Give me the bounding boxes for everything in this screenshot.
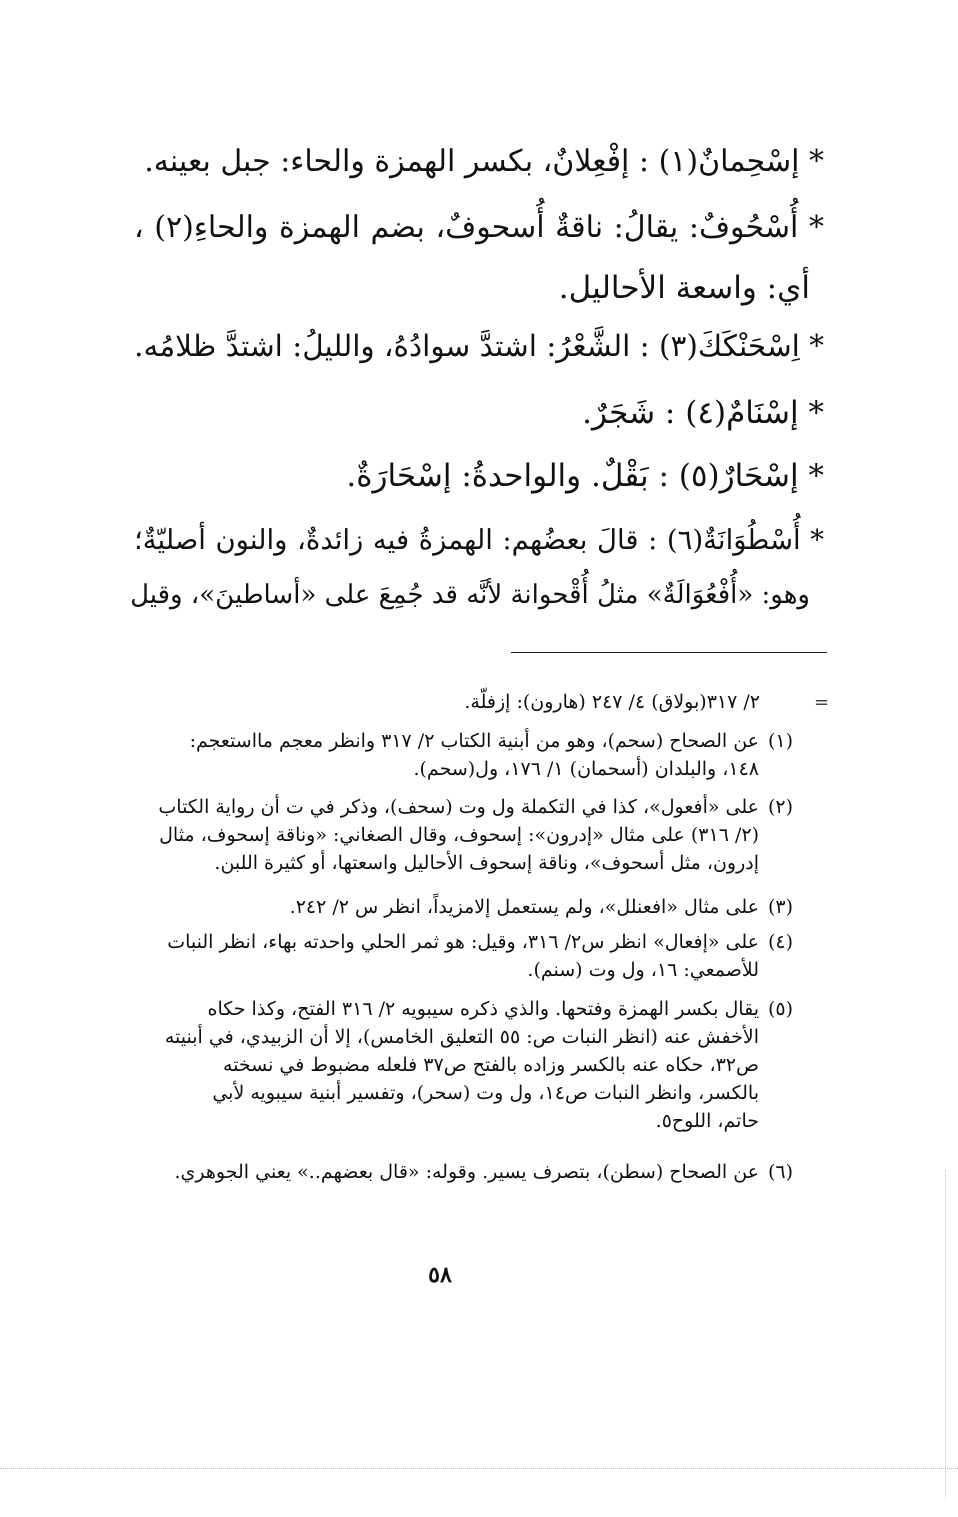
- footnote-number: (٦): [767, 1161, 793, 1183]
- entry-ustuwana-continued: وهو: «أُفْعُوَالَةٌ» مثلُ أُقْحوانة لأنَّه قد جُمِعَ على «أساطينَ»، وقيل: [130, 580, 810, 610]
- footnote-6: [143, 1158, 793, 1186]
- footnote-line: ٢/ ٣١٧(بولاق) ٤/ ٢٤٧ (هارون): إزفلّة.: [464, 691, 760, 713]
- entry-ishar: * إسْحَارٌ(٥) : بَقْلٌ. والواحدةُ: إسْحَارَةٌ.: [346, 458, 824, 494]
- footnote-number: (٥): [767, 998, 793, 1020]
- footnote-divider: [511, 652, 827, 653]
- footnote-line: على «أفعول»، كذا في التكملة ول وت (سحف)، وذكر في ت أن رواية الكتاب: [158, 796, 759, 818]
- footnote-line: ص٣٢، حكاه عنه بالكسر وزاده بالفتح ص٣٧ فلعله مضبوط في نسخته: [222, 1054, 759, 1076]
- footnote-number: (٤): [767, 931, 793, 953]
- footnote-2: [143, 793, 793, 877]
- page-number: ٥٨: [428, 1262, 452, 1288]
- scan-edge-bottom: [0, 1468, 958, 1469]
- footnote-line: (٢/ ٣١٦) على مثال «إدرون»: إسحوف، وقال الصغاني: «وناقة إسحوف، مثال: [159, 824, 759, 846]
- footnote-line: عن الصحاح (سحم)، وهو من أبنية الكتاب ٢/ ٣١٧ وانظر معجم مااستعجم:: [189, 730, 759, 752]
- footnote-line: الأخفش عنه (انظر النبات ص: ٥٥ التعليق الخامس)، إلا أن الزبيدي، في أبنيته: [164, 1026, 759, 1048]
- footnote-line: إدرون، مثل أسحوف»، وناقة إسحوف الأحاليل واسعتها، أو كثيرة اللبن.: [214, 852, 759, 874]
- entry-ishiman: * إسْحِمانٌ(١) : إفْعِلانٌ، بكسر الهمزة والحاء: جبل بعينه.: [144, 144, 824, 179]
- entry-ustuwana: * أُسْطُوَانَةٌ(٦) : قالَ بعضُهم: الهمزةُ فيه زائدةٌ، والنون أصليّةٌ؛: [134, 524, 824, 556]
- footnote-line: على «إفعال» انظر س٢/ ٣١٦، وقيل: هو ثمر الحلي واحدته بهاء، انظر النبات: [167, 931, 759, 953]
- entry-isnam: * إسْنَامٌ(٤) : شَجَرٌ.: [582, 395, 824, 431]
- footnote-line: بالكسر، وانظر النبات ص١٤، ول وت (سحر)، وتفسير أبنية سيبويه لأبي: [212, 1082, 759, 1104]
- continuation-marker: =: [814, 692, 830, 713]
- scan-edge-right: [945, 1170, 946, 1500]
- footnote-3: [143, 893, 793, 921]
- footnote-number: (٣): [767, 896, 793, 918]
- footnote-number: (١): [767, 730, 793, 752]
- footnote-line: ١٤٨، والبلدان (أسحمان) ١/ ١٧٦، ول(سحم).: [413, 758, 759, 780]
- footnote-1: [143, 727, 793, 783]
- footnote-line: عن الصحاح (سطن)، بتصرف يسير. وقوله: «قال بعضهم..» يعني الجوهري.: [174, 1161, 759, 1183]
- entry-ishankaka: * اِسْحَنْكَكَ(٣) : الشَّعْرُ: اشتدَّ سوادُهُ، والليلُ: اشتدَّ ظلامُه.: [134, 329, 824, 363]
- footnote-line: على مثال «افعنلل»، ولم يستعمل إلامزيداً، انظر س ٢/ ٢٤٢.: [289, 896, 759, 918]
- footnote-line: للأصمعي: ١٦، ول وت (سنم).: [527, 959, 759, 981]
- footnote-4: [143, 928, 793, 984]
- entry-ushuf: * أُسْحُوفٌ: يقالُ: ناقةٌ أُسحوفٌ، بضم الهمزة والحاءِ(٢) ،: [134, 210, 824, 245]
- footnote-line: حاتم، اللوح٥.: [655, 1110, 759, 1132]
- footnote-5: [143, 995, 793, 1135]
- footnote-number: (٢): [767, 796, 793, 818]
- footnote-line: يقال بكسر الهمزة وفتحها. والذي ذكره سيبويه ٢/ ٣١٦ الفتح، وكذا حكاه: [207, 998, 759, 1020]
- footnote-continuation: [464, 688, 760, 716]
- entry-ushuf-continued: أي: واسعة الأحاليل.: [558, 270, 810, 306]
